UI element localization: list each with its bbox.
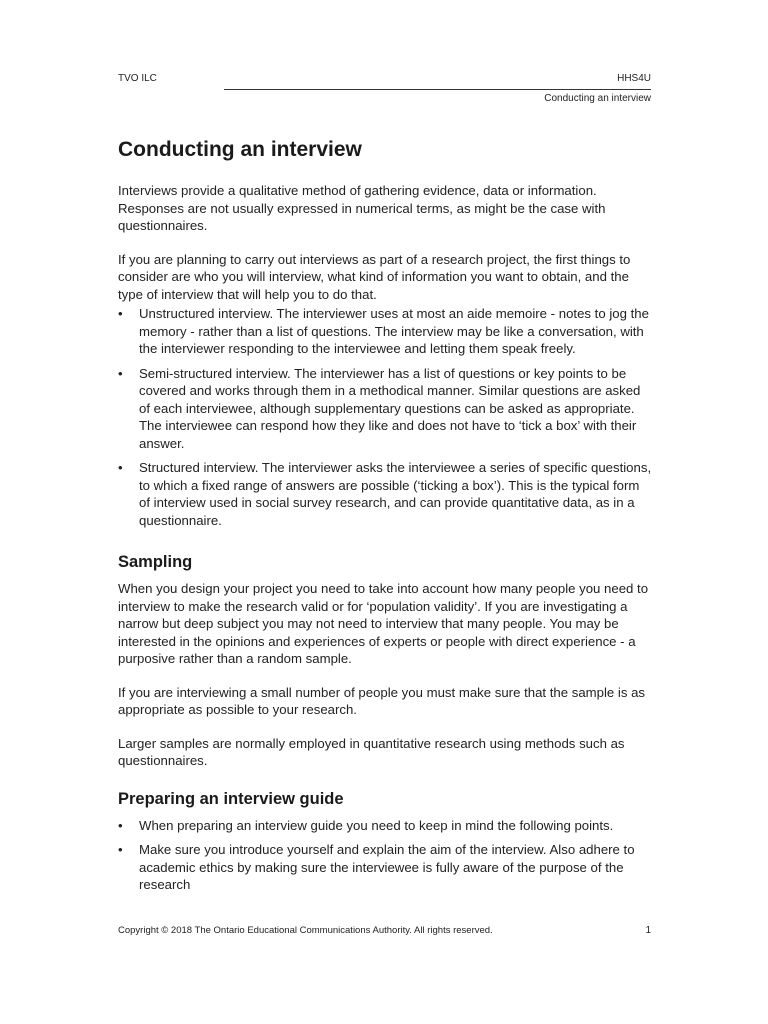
footer-copyright: Copyright © 2018 The Ontario Educational Communications Authority. All rights reserved. <box>118 925 493 936</box>
list-item <box>118 365 653 453</box>
list-item <box>118 459 653 529</box>
sampling-paragraph-2: If you are interviewing a small number of people you must make sure that the sample is as appropriate as possible to your research. <box>118 684 646 717</box>
sampling-paragraph-3: Larger samples are normally employed in quantitative research using methods such as questionnaires. <box>118 735 625 768</box>
page-number: 1 <box>645 925 651 936</box>
list-item-text: Semi-structured interview. The interviewer has a list of questions or key points to be covered and works through them in a methodical manner. Similar questions are asked of each interviewee, although supplementary questions can be asked as appropriate. The interviewee can respond how they like and does not have to ‘tick a box’ with their answer. <box>139 365 641 451</box>
guide-list <box>118 817 653 894</box>
header-course: HHS4U <box>617 73 651 84</box>
header-subtitle: Conducting an interview <box>544 93 651 104</box>
list-item <box>118 841 653 894</box>
bullet-icon: • <box>118 365 123 381</box>
sampling-paragraph-1: When you design your project you need to take into account how many people you need to interview to make the research valid or for ‘population validity’. If you are investigating a narrow but deep subject you may not need to interview that many people. You may be interested in the opinions and experiences of experts or people with direct experience - a purposive rather than a random sample. <box>118 581 649 666</box>
interview-types-list <box>118 305 653 529</box>
bullet-icon: • <box>118 306 123 321</box>
header-divider <box>224 89 651 90</box>
list-item <box>118 817 653 835</box>
bullet-icon: • <box>118 842 123 857</box>
list-item-text: When preparing an interview guide you need to keep in mind the following points. <box>139 817 614 833</box>
intro-paragraph-2: If you are planning to carry out interviews as part of a research project, the first things to consider are who you will interview, what kind of information you want to obtain, and the type of interview that will help you to do that. <box>118 251 631 302</box>
list-item-text: Structured interview. The interviewer asks the interviewee a series of specific questions, to which a fixed range of answers are possible (‘ticking a box’). This is the typical form of interview used in social survey research, and can provide quantitative data, as in a questionnaire. <box>139 460 652 528</box>
list-item-text: Unstructured interview. The interviewer uses at most an aide memoire - notes to jog the memory - rather than a list of questions. The interview may be like a conversation, with the interviewer responding to the interviewee and letting them speak freely. <box>139 306 649 356</box>
list-item-text: Make sure you introduce yourself and explain the aim of the interview. Also adhere to academic ethics by making sure the interviewee is fully aware of the purpose of the research <box>139 842 635 892</box>
list-item <box>118 305 653 358</box>
section-heading-guide: Preparing an interview guide <box>118 789 344 808</box>
section-heading-sampling: Sampling <box>118 553 193 571</box>
bullet-icon: • <box>118 460 123 475</box>
intro-paragraph-1: Interviews provide a qualitative method of gathering evidence, data or information. Responses are not usually expressed in numerical terms, as might be the case with questionnaires. <box>118 183 606 233</box>
page-title: Conducting an interview <box>118 138 362 161</box>
header-org: TVO ILC <box>118 73 157 84</box>
main-content <box>118 138 653 901</box>
bullet-icon: • <box>118 817 123 833</box>
